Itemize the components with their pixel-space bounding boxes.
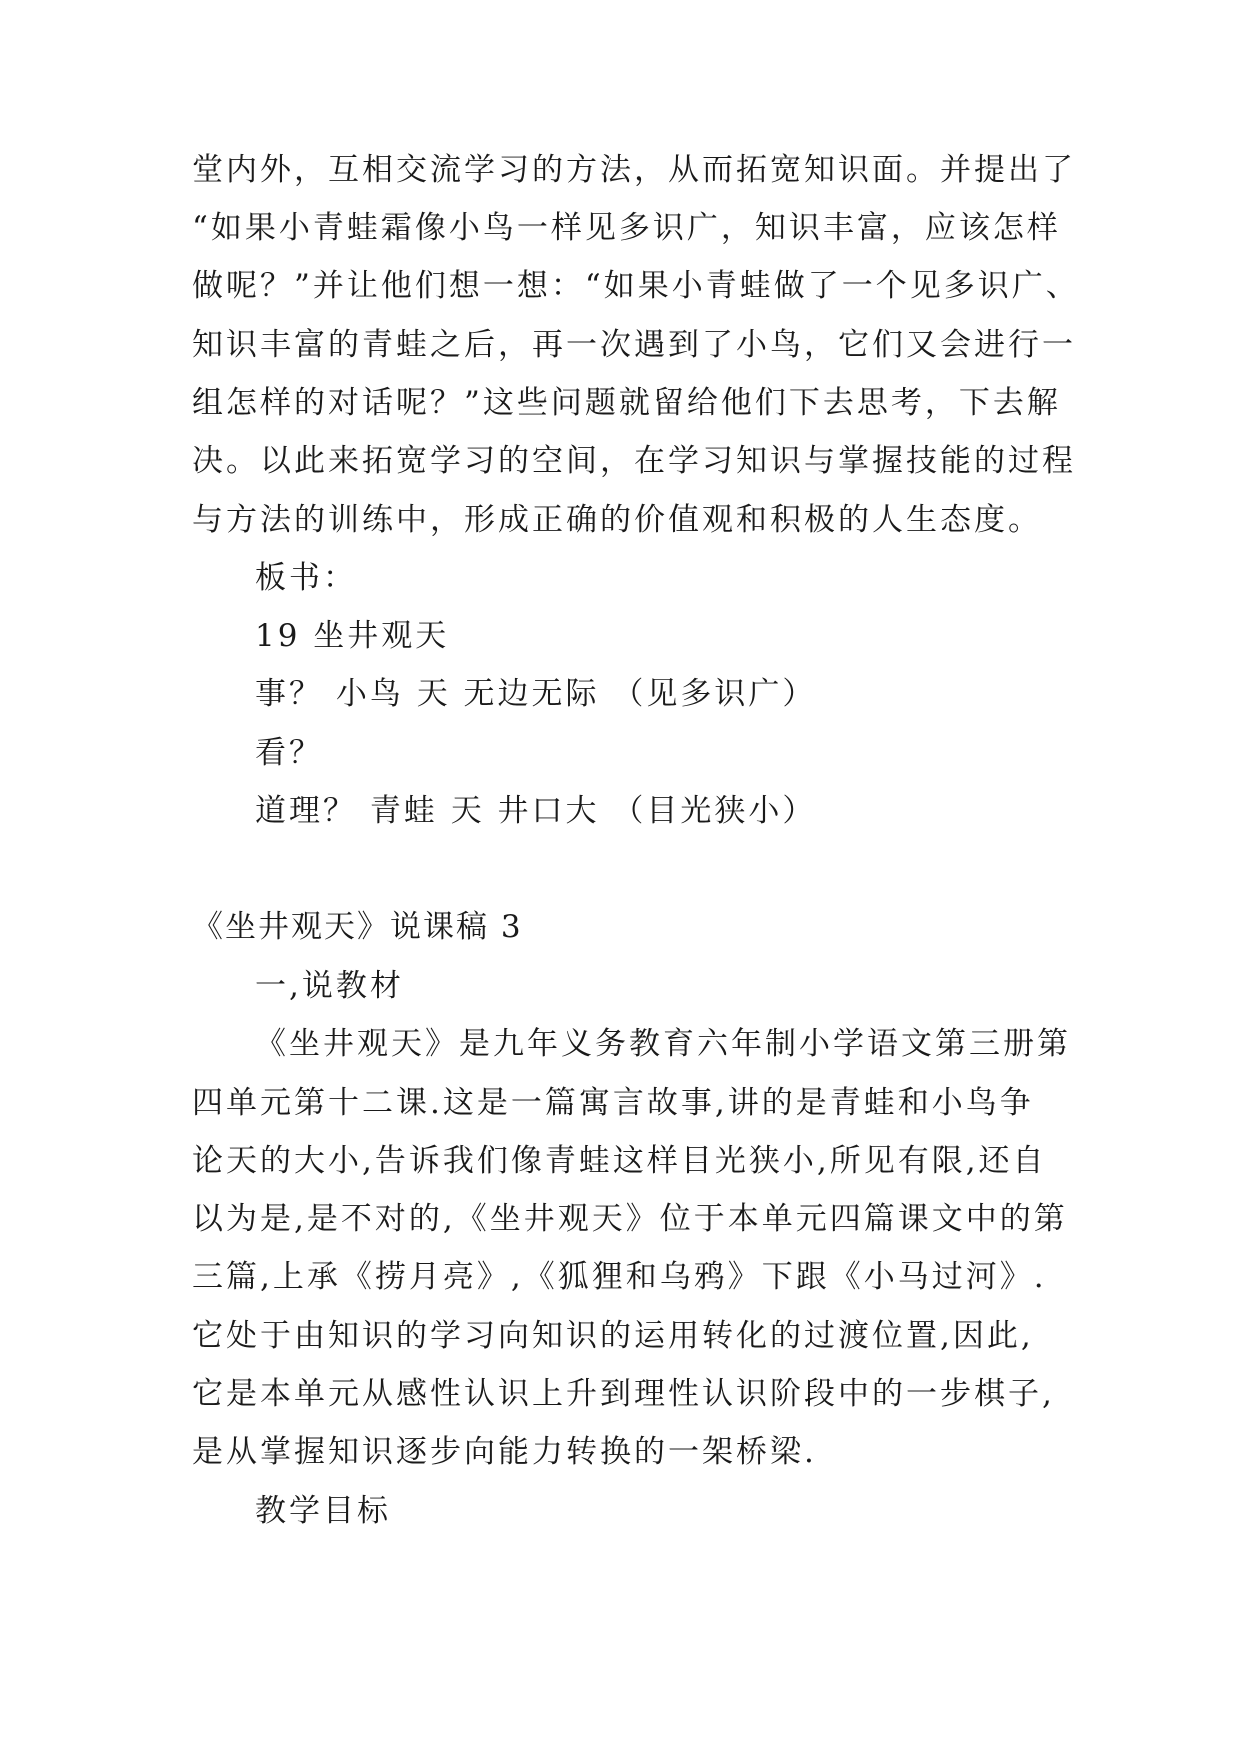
blackboard-row: 事？ 小鸟 天 无边无际 （见多识广）	[255, 676, 817, 712]
paragraph-line: 《坐井观天》是九年义务教育六年制小学语文第三册第	[255, 1026, 1071, 1062]
paragraph-line: 四单元第十二课.这是一篇寓言故事,讲的是青蛙和小鸟争	[192, 1085, 1034, 1121]
paragraph-line: 它是本单元从感性认识上升到理性认识阶段中的一步棋子,	[192, 1376, 1055, 1412]
subsection-heading: 一,说教材	[255, 968, 404, 1004]
blackboard-row: 道理？ 青蛙 天 井口大 （目光狭小）	[255, 793, 817, 829]
paragraph-line: 它处于由知识的学习向知识的运用转化的过渡位置,因此,	[192, 1318, 1034, 1354]
goals-heading: 教学目标	[255, 1493, 391, 1529]
paragraph-line: 是从掌握知识逐步向能力转换的一架桥梁.	[192, 1434, 817, 1470]
section-title: 《坐井观天》说课稿 3	[192, 909, 523, 945]
blackboard-row: 看？	[255, 735, 323, 771]
paragraph-line: 知识丰富的青蛙之后，再一次遇到了小鸟，它们又会进行一	[192, 327, 1076, 363]
paragraph-line: 组怎样的对话呢？”这些问题就留给他们下去思考，下去解	[192, 385, 1061, 421]
paragraph-line: 决。以此来拓宽学习的空间，在学习知识与掌握技能的过程	[192, 443, 1076, 479]
paragraph-line: 三篇,上承《捞月亮》,《狐狸和乌鸦》下跟《小马过河》.	[192, 1259, 1047, 1295]
paragraph-line: 做呢？”并让他们想一想：“如果小青蛙做了一个见多识广、	[192, 268, 1080, 304]
paragraph-line: 论天的大小,告诉我们像青蛙这样目光狭小,所见有限,还自	[192, 1143, 1047, 1179]
paragraph-line: 以为是,是不对的,《坐井观天》位于本单元四篇课文中的第	[192, 1201, 1068, 1237]
blackboard-label: 板书：	[255, 560, 357, 596]
paragraph-line: “如果小青蛙霜像小鸟一样见多识广，知识丰富，应该怎样	[192, 210, 1061, 246]
paragraph-line: 堂内外，互相交流学习的方法，从而拓宽知识面。并提出了	[192, 152, 1076, 188]
blackboard-title: 19 坐井观天	[255, 618, 450, 654]
paragraph-line: 与方法的训练中，形成正确的价值观和积极的人生态度。	[192, 502, 1042, 538]
